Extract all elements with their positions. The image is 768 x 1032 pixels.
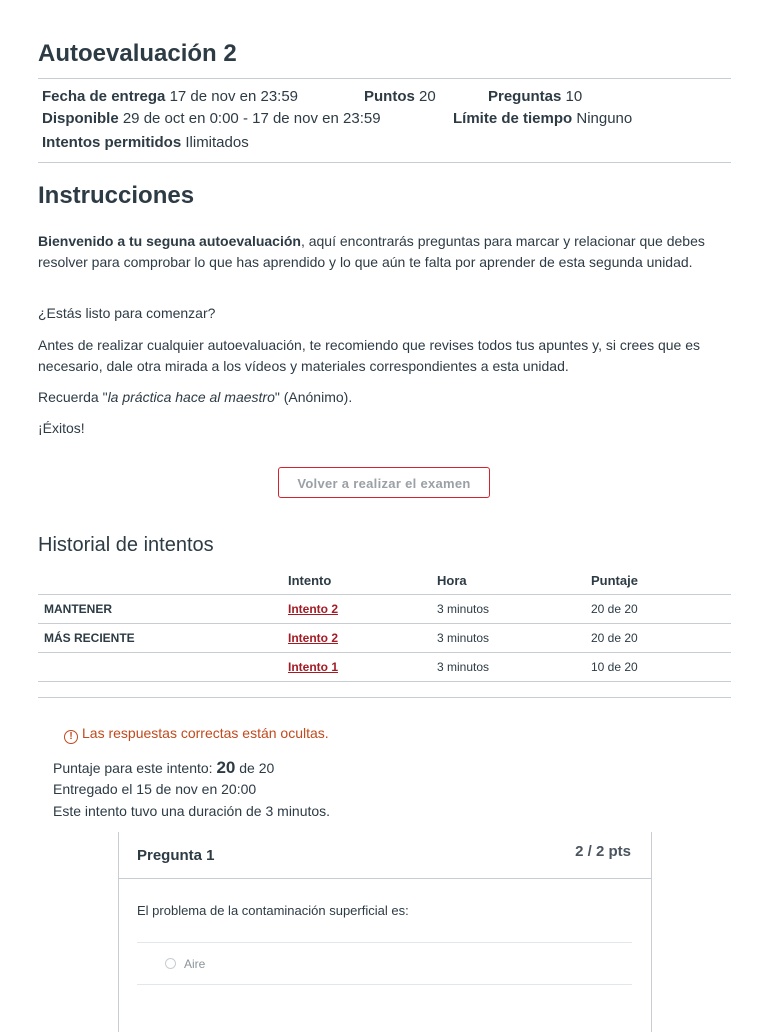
time-cell: 3 minutos: [437, 595, 591, 624]
attempts-label: Intentos permitidos: [42, 134, 182, 151]
question-title: Pregunta 1: [137, 847, 215, 864]
attempt-link[interactable]: Intento 2: [288, 631, 338, 645]
score-total: de 20: [235, 760, 275, 776]
time-limit-value: Ninguno: [576, 110, 633, 127]
score-value: 20: [216, 758, 236, 777]
instructions-text: , aquí encontrarás preguntas para marcar y relacionar que debes resolver para comprobar lo que has aprendido y lo que aún te falta por aprender de esta segunda unidad.: [38, 233, 705, 270]
instructions-paragraph-3: Antes de realizar cualquier autoevaluación, te recomiendo que revises todos tus apuntes y, si crees que es necesario, dale otra mirada a los vídeos y materiales correspondientes a esta unidad.: [38, 337, 701, 374]
warning-circle-icon: !: [64, 730, 78, 744]
answer-option-label: Aire: [184, 957, 206, 971]
time-limit-label: Límite de tiempo: [453, 110, 573, 127]
available-value: 29 de oct en 0:00 - 17 de nov en 23:59: [122, 110, 381, 127]
answer-option[interactable]: [165, 957, 205, 971]
attempts-allowed: [42, 134, 249, 151]
row-label: MÁS RECIENTE: [38, 624, 288, 653]
instructions-heading: Instrucciones: [38, 182, 195, 209]
table-row: [38, 595, 731, 624]
row-label: MANTENER: [38, 595, 288, 624]
divider: [137, 942, 632, 943]
due-label: Fecha de entrega: [42, 88, 166, 105]
radio-icon[interactable]: [165, 958, 176, 969]
score-cell: 20 de 20: [591, 624, 731, 653]
column-header-attempt: Intento: [288, 567, 437, 595]
divider: [38, 162, 731, 163]
table-row: [38, 653, 731, 682]
attempt-duration: Este intento tuvo una duración de 3 minutos.: [53, 803, 331, 819]
questions-label: Preguntas: [488, 88, 562, 105]
question-points: 2 / 2 pts: [575, 843, 631, 860]
submitted-date: Entregado el 15 de nov en 20:00: [53, 781, 257, 797]
score-cell: 20 de 20: [591, 595, 731, 624]
available: [42, 110, 381, 127]
retake-quiz-button[interactable]: Volver a realizar el examen: [278, 467, 490, 498]
instructions-paragraph-2: ¿Estás listo para comenzar?: [38, 305, 216, 321]
questions-value: 10: [565, 88, 583, 105]
question-header: [119, 832, 651, 879]
question-text: El problema de la contaminación superficial es:: [137, 903, 409, 918]
divider: [38, 78, 731, 79]
divider: [38, 697, 731, 698]
instructions-paragraph-4: [38, 387, 728, 408]
page-title: Autoevaluación 2: [38, 40, 237, 67]
column-header-time: Hora: [437, 567, 591, 595]
attempt-cell: [288, 653, 437, 682]
points: [364, 88, 436, 105]
attempts-value: Ilimitados: [185, 134, 249, 151]
attempt-history-table: [38, 567, 731, 682]
column-header-label: [38, 567, 288, 595]
score-label: Puntaje para este intento:: [53, 760, 217, 776]
attempt-history-heading: Historial de intentos: [38, 534, 214, 556]
due-value: 17 de nov en 23:59: [169, 88, 299, 105]
divider: [137, 984, 632, 985]
points-label: Puntos: [364, 88, 415, 105]
instructions-bold: Bienvenido a tu seguna autoevaluación: [38, 233, 301, 249]
score-cell: 10 de 20: [591, 653, 731, 682]
attempt-link[interactable]: Intento 1: [288, 660, 338, 674]
instructions-paragraph-5: ¡Éxitos!: [38, 420, 85, 436]
quote-text: la práctica hace al maestro: [107, 389, 275, 405]
attempt-score: [53, 758, 274, 778]
question-card: [118, 832, 652, 1032]
quote-suffix: " (Anónimo).: [274, 389, 353, 405]
time-cell: 3 minutos: [437, 624, 591, 653]
column-header-score: Puntaje: [591, 567, 731, 595]
instructions-paragraph-1: [38, 231, 728, 273]
time-cell: 3 minutos: [437, 653, 591, 682]
row-label: [38, 653, 288, 682]
table-row: [38, 624, 731, 653]
attempt-cell: [288, 595, 437, 624]
answers-hidden-alert: [64, 725, 329, 744]
table-header-row: [38, 567, 731, 595]
available-label: Disponible: [42, 110, 119, 127]
questions: [488, 88, 582, 105]
points-value: 20: [419, 88, 436, 105]
quote-prefix: Recuerda ": [38, 389, 108, 405]
time-limit: [453, 110, 632, 127]
due-date: [42, 88, 298, 105]
attempt-link[interactable]: Intento 2: [288, 602, 338, 616]
alert-text: Las respuestas correctas están ocultas.: [82, 725, 329, 741]
attempt-cell: [288, 624, 437, 653]
